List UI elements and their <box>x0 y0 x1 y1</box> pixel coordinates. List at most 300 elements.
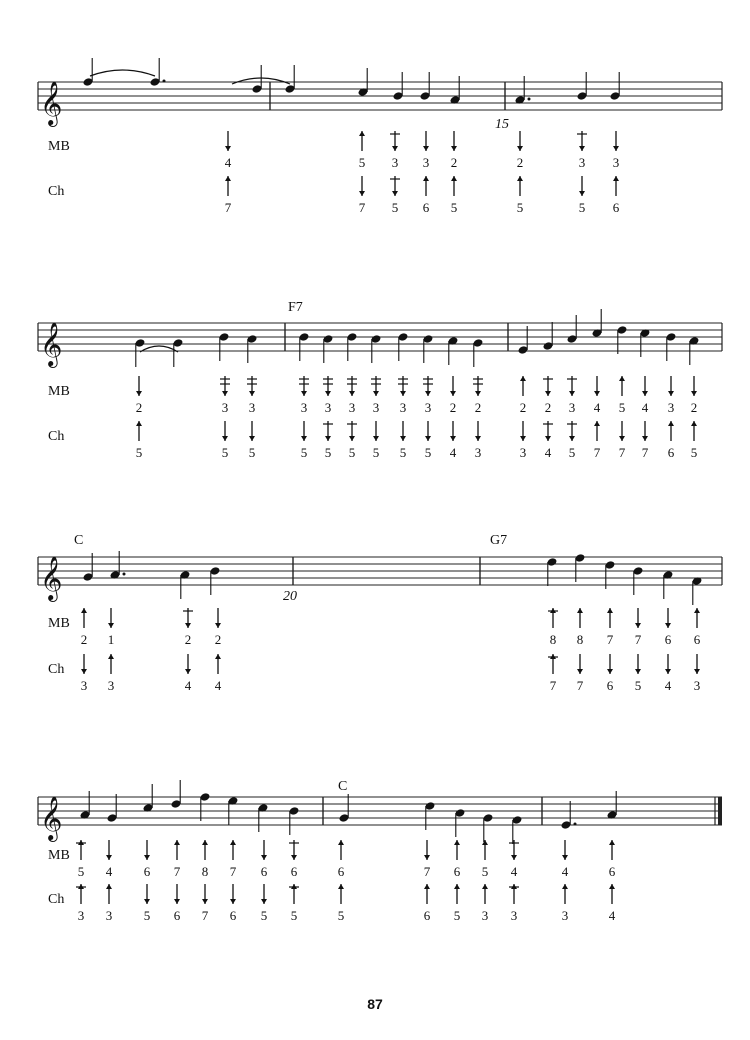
arrow-down-icon <box>594 391 600 396</box>
arrow-down-icon <box>215 623 221 628</box>
ch-tab-cell <box>249 421 256 460</box>
ch-tab-cell <box>475 421 482 460</box>
arrow-down-icon <box>400 391 406 396</box>
ch-tab-number: 6 <box>606 678 614 693</box>
mb-tab-cell <box>390 131 400 170</box>
ch-tab-number: 5 <box>399 445 407 460</box>
mb-tab-number: 6 <box>453 864 461 879</box>
ch-tab-number: 5 <box>290 908 298 923</box>
treble-clef-icon: 𝄞 <box>40 558 63 600</box>
arrow-up-icon <box>562 884 568 889</box>
mb-tab-cell <box>520 376 527 415</box>
treble-clef-icon: 𝄞 <box>40 798 63 840</box>
ch-tab-number: 4 <box>608 908 616 923</box>
arrow-up-icon <box>613 176 619 181</box>
ch-tab-number: 3 <box>510 908 518 923</box>
mb-tab-number: 3 <box>424 400 432 415</box>
row-label-ch: Ch <box>48 892 65 907</box>
ch-tab-cell <box>202 884 209 923</box>
arrow-down-icon <box>613 146 619 151</box>
dot <box>574 823 577 826</box>
ch-tab-number: 7 <box>641 445 649 460</box>
ch-tab-cell <box>425 421 432 460</box>
row-label-mb: MB <box>48 384 70 399</box>
ch-tab-number: 3 <box>80 678 88 693</box>
mb-tab-number: 3 <box>399 400 407 415</box>
ch-tab-number: 5 <box>348 445 356 460</box>
treble-clef-icon: 𝄞 <box>40 324 63 366</box>
ch-tab-cell <box>517 176 524 215</box>
ch-tab-cell <box>694 654 701 693</box>
mb-tab-number: 4 <box>105 864 113 879</box>
chord-symbol: G7 <box>490 533 508 548</box>
ch-tab-cell <box>301 421 308 460</box>
row-label-ch: Ch <box>48 429 65 444</box>
mb-tab-number: 5 <box>481 864 489 879</box>
ch-tab-number: 3 <box>105 908 113 923</box>
arrow-down-icon <box>301 436 307 441</box>
tie-slur <box>90 70 155 76</box>
row-label-mb: MB <box>48 616 70 631</box>
mb-tab-number: 6 <box>337 864 345 879</box>
mb-tab-number: 3 <box>612 155 620 170</box>
arrow-up-icon <box>619 376 625 381</box>
dot <box>163 80 166 83</box>
ch-tab-number: 5 <box>248 445 256 460</box>
mb-tab-cell <box>635 608 642 647</box>
ch-tab-cell <box>215 654 222 693</box>
arrow-down-icon <box>425 436 431 441</box>
arrow-down-icon <box>694 669 700 674</box>
arrow-up-icon <box>609 884 615 889</box>
mb-tab-cell <box>694 608 701 647</box>
arrow-down-icon <box>325 391 331 396</box>
mb-tab-cell <box>567 376 577 415</box>
mb-tab-cell <box>106 840 113 879</box>
ch-tab-number: 6 <box>422 200 430 215</box>
mb-tab-cell <box>261 840 268 879</box>
mb-tab-cell <box>642 376 649 415</box>
arrow-up-icon <box>81 608 87 613</box>
arrow-down-icon <box>642 436 648 441</box>
arrow-down-icon <box>174 899 180 904</box>
mb-tab-number: 8 <box>576 632 584 647</box>
arrow-down-icon <box>423 146 429 151</box>
mb-tab-number: 2 <box>184 632 192 647</box>
mb-tab-cell <box>450 376 457 415</box>
mb-tab-number: 1 <box>107 632 115 647</box>
mb-tab-number: 6 <box>693 632 701 647</box>
mb-tab-number: 3 <box>422 155 430 170</box>
mb-tab-number: 3 <box>667 400 675 415</box>
ch-tab-cell <box>424 884 431 923</box>
arrow-up-icon <box>338 840 344 845</box>
arrow-down-icon <box>144 855 150 860</box>
arrow-down-icon <box>520 436 526 441</box>
arrow-down-icon <box>108 623 114 628</box>
ch-tab-number: 7 <box>576 678 584 693</box>
arrow-up-icon <box>668 421 674 426</box>
page-number: 87 <box>367 996 383 1012</box>
ch-tab-number: 5 <box>450 200 458 215</box>
mb-tab-number: 3 <box>221 400 229 415</box>
ch-tab-number: 5 <box>568 445 576 460</box>
ch-tab-cell <box>635 654 642 693</box>
ch-tab-cell <box>373 421 380 460</box>
arrow-up-icon <box>609 840 615 845</box>
arrow-down-icon <box>249 391 255 396</box>
arrow-down-icon <box>185 623 191 628</box>
ch-tab-number: 5 <box>391 200 399 215</box>
ch-tab-cell <box>562 884 569 923</box>
mb-tab-cell <box>543 376 553 415</box>
mb-tab-number: 5 <box>77 864 85 879</box>
ch-tab-cell <box>174 884 181 923</box>
dot <box>123 573 126 576</box>
mb-tab-cell <box>562 840 569 879</box>
chord-symbol: F7 <box>288 300 303 315</box>
ch-tab-cell <box>338 884 345 923</box>
ch-tab-number: 5 <box>337 908 345 923</box>
ch-tab-cell <box>289 884 299 923</box>
mb-tab-cell <box>220 376 230 415</box>
arrow-up-icon <box>594 421 600 426</box>
arrow-down-icon <box>349 391 355 396</box>
arrow-down-icon <box>136 391 142 396</box>
arrow-down-icon <box>450 436 456 441</box>
arrow-down-icon <box>642 391 648 396</box>
ch-tab-number: 6 <box>173 908 181 923</box>
mb-tab-number: 6 <box>608 864 616 879</box>
ch-tab-number: 5 <box>578 200 586 215</box>
arrow-down-icon <box>475 391 481 396</box>
ch-tab-cell <box>144 884 151 923</box>
ch-tab-cell <box>642 421 649 460</box>
arrow-down-icon <box>106 855 112 860</box>
ch-tab-number: 5 <box>135 445 143 460</box>
mb-tab-cell <box>482 840 489 879</box>
arrow-down-icon <box>373 391 379 396</box>
mb-tab-number: 4 <box>224 155 232 170</box>
mb-tab-cell <box>338 840 345 879</box>
arrow-down-icon <box>450 391 456 396</box>
arrow-down-icon <box>545 391 551 396</box>
arrow-up-icon <box>359 131 365 136</box>
arrow-down-icon <box>222 391 228 396</box>
mb-tab-number: 3 <box>324 400 332 415</box>
mb-tab-number: 6 <box>143 864 151 879</box>
ch-tab-cell <box>577 654 584 693</box>
arrow-up-icon <box>424 884 430 889</box>
mb-tab-cell <box>665 608 672 647</box>
ch-tab-number: 7 <box>549 678 557 693</box>
ch-tab-number: 4 <box>214 678 222 693</box>
mb-tab-number: 2 <box>474 400 482 415</box>
ch-tab-cell <box>520 421 527 460</box>
arrow-up-icon <box>482 884 488 889</box>
ch-tab-cell <box>390 176 400 215</box>
arrow-down-icon <box>222 436 228 441</box>
ch-tab-cell <box>665 654 672 693</box>
mb-tab-number: 6 <box>260 864 268 879</box>
ch-tab-number: 5 <box>453 908 461 923</box>
ch-tab-number: 5 <box>143 908 151 923</box>
mb-tab-number: 3 <box>391 155 399 170</box>
arrow-down-icon <box>635 623 641 628</box>
arrow-down-icon <box>607 669 613 674</box>
mb-tab-number: 7 <box>606 632 614 647</box>
ch-tab-number: 6 <box>612 200 620 215</box>
arrow-up-icon <box>694 608 700 613</box>
arrow-down-icon <box>511 855 517 860</box>
ch-tab-number: 7 <box>224 200 232 215</box>
ch-tab-number: 4 <box>664 678 672 693</box>
mb-tab-cell <box>454 840 461 879</box>
arrow-up-icon <box>106 884 112 889</box>
arrow-up-icon <box>174 840 180 845</box>
arrow-down-icon <box>392 191 398 196</box>
ch-tab-cell <box>261 884 268 923</box>
mb-tab-cell <box>371 376 381 415</box>
arrow-up-icon <box>517 176 523 181</box>
row-label-ch: Ch <box>48 184 65 199</box>
ch-tab-number: 3 <box>519 445 527 460</box>
arrow-up-icon <box>108 654 114 659</box>
mb-tab-cell <box>577 608 584 647</box>
arrow-up-icon <box>451 176 457 181</box>
mb-tab-number: 8 <box>549 632 557 647</box>
ch-tab-number: 3 <box>693 678 701 693</box>
mb-tab-cell <box>668 376 675 415</box>
ch-tab-number: 6 <box>423 908 431 923</box>
system-4 <box>38 779 722 923</box>
system-3 <box>38 533 722 693</box>
measure-number: 15 <box>495 117 509 132</box>
ch-tab-number: 4 <box>184 678 192 693</box>
mb-tab-cell <box>136 376 143 415</box>
arrow-up-icon <box>520 376 526 381</box>
ch-tab-cell <box>423 176 430 215</box>
mb-tab-number: 3 <box>300 400 308 415</box>
ch-tab-cell <box>691 421 698 460</box>
mb-tab-cell <box>225 131 232 170</box>
mb-tab-cell <box>577 131 587 170</box>
arrow-down-icon <box>569 436 575 441</box>
arrow-down-icon <box>301 391 307 396</box>
arrow-down-icon <box>545 436 551 441</box>
ch-tab-number: 7 <box>593 445 601 460</box>
ch-tab-number: 5 <box>424 445 432 460</box>
ch-tab-number: 3 <box>107 678 115 693</box>
ch-tab-number: 5 <box>300 445 308 460</box>
row-label-ch: Ch <box>48 662 65 677</box>
chord-symbol: C <box>338 779 348 794</box>
mb-tab-cell <box>451 131 458 170</box>
arrow-down-icon <box>665 669 671 674</box>
mb-tab-cell <box>183 608 193 647</box>
ch-tab-number: 7 <box>201 908 209 923</box>
arrow-down-icon <box>249 436 255 441</box>
ch-tab-cell <box>451 176 458 215</box>
ch-tab-number: 3 <box>77 908 85 923</box>
ch-tab-cell <box>400 421 407 460</box>
arrow-down-icon <box>349 436 355 441</box>
mb-tab-cell <box>509 840 519 879</box>
mb-tab-cell <box>607 608 614 647</box>
ch-tab-number: 6 <box>229 908 237 923</box>
arrow-down-icon <box>261 899 267 904</box>
mb-tab-cell <box>548 608 558 647</box>
arrow-down-icon <box>579 191 585 196</box>
ch-tab-number: 4 <box>544 445 552 460</box>
mb-tab-number: 6 <box>290 864 298 879</box>
mb-tab-number: 3 <box>568 400 576 415</box>
mb-tab-cell <box>619 376 626 415</box>
mb-tab-number: 4 <box>561 864 569 879</box>
ch-tab-cell <box>607 654 614 693</box>
ch-tab-number: 6 <box>667 445 675 460</box>
arrow-down-icon <box>144 899 150 904</box>
system-2 <box>38 300 722 460</box>
mb-tab-cell <box>215 608 222 647</box>
mb-tab-number: 5 <box>618 400 626 415</box>
mb-tab-cell <box>691 376 698 415</box>
ch-tab-number: 4 <box>449 445 457 460</box>
row-label-mb: MB <box>48 848 70 863</box>
arrow-up-icon <box>454 840 460 845</box>
ch-tab-number: 3 <box>474 445 482 460</box>
ch-tab-cell <box>454 884 461 923</box>
mb-tab-cell <box>398 376 408 415</box>
arrow-up-icon <box>691 421 697 426</box>
arrow-down-icon <box>230 899 236 904</box>
mb-tab-cell <box>517 131 524 170</box>
mb-tab-cell <box>247 376 257 415</box>
arrow-down-icon <box>517 146 523 151</box>
arrow-up-icon <box>230 840 236 845</box>
chord-symbol: C <box>74 533 84 548</box>
ch-tab-cell <box>359 176 366 215</box>
ch-tab-number: 5 <box>516 200 524 215</box>
arrow-down-icon <box>635 669 641 674</box>
arrow-up-icon <box>454 884 460 889</box>
ch-tab-number: 5 <box>372 445 380 460</box>
arrow-down-icon <box>475 436 481 441</box>
mb-tab-number: 3 <box>348 400 356 415</box>
mb-tab-cell <box>81 608 88 647</box>
mb-tab-cell <box>289 840 299 879</box>
mb-tab-cell <box>359 131 366 170</box>
arrow-down-icon <box>400 436 406 441</box>
ch-tab-cell <box>185 654 192 693</box>
arrow-down-icon <box>425 391 431 396</box>
ch-tab-cell <box>222 421 229 460</box>
mb-tab-number: 5 <box>358 155 366 170</box>
ch-tab-cell <box>482 884 489 923</box>
mb-tab-number: 2 <box>214 632 222 647</box>
mb-tab-cell <box>323 376 333 415</box>
ch-tab-cell <box>509 884 519 923</box>
arrow-up-icon <box>607 608 613 613</box>
ch-tab-cell <box>594 421 601 460</box>
row-label-mb: MB <box>48 139 70 154</box>
arrow-up-icon <box>202 840 208 845</box>
mb-tab-cell <box>424 840 431 879</box>
ch-tab-cell <box>543 421 553 460</box>
arrow-down-icon <box>665 623 671 628</box>
arrow-up-icon <box>577 608 583 613</box>
arrow-up-icon <box>338 884 344 889</box>
ch-tab-cell <box>106 884 113 923</box>
arrow-down-icon <box>325 436 331 441</box>
mb-tab-number: 2 <box>519 400 527 415</box>
ch-tab-number: 5 <box>690 445 698 460</box>
arrow-down-icon <box>359 191 365 196</box>
ch-tab-number: 3 <box>481 908 489 923</box>
arrow-down-icon <box>619 436 625 441</box>
ch-tab-cell <box>230 884 237 923</box>
ch-tab-number: 7 <box>618 445 626 460</box>
mb-tab-number: 2 <box>690 400 698 415</box>
arrow-down-icon <box>81 669 87 674</box>
ch-tab-cell <box>567 421 577 460</box>
mb-tab-number: 7 <box>423 864 431 879</box>
ch-tab-cell <box>450 421 457 460</box>
mb-tab-cell <box>144 840 151 879</box>
arrow-up-icon <box>215 654 221 659</box>
mb-tab-number: 3 <box>248 400 256 415</box>
mb-tab-cell <box>423 131 430 170</box>
mb-tab-number: 2 <box>80 632 88 647</box>
system-1 <box>38 58 722 215</box>
arrow-down-icon <box>577 669 583 674</box>
mb-tab-number: 4 <box>593 400 601 415</box>
arrow-down-icon <box>392 146 398 151</box>
ch-tab-cell <box>668 421 675 460</box>
mb-tab-number: 3 <box>578 155 586 170</box>
arrow-up-icon <box>136 421 142 426</box>
ch-tab-cell <box>347 421 357 460</box>
mb-tab-cell <box>609 840 616 879</box>
arrow-down-icon <box>185 669 191 674</box>
ch-tab-number: 7 <box>358 200 366 215</box>
ch-tab-number: 5 <box>324 445 332 460</box>
arrow-down-icon <box>562 855 568 860</box>
mb-tab-cell <box>108 608 115 647</box>
ch-tab-cell <box>609 884 616 923</box>
mb-tab-cell <box>613 131 620 170</box>
mb-tab-cell <box>299 376 309 415</box>
dot <box>528 98 531 101</box>
arrow-down-icon <box>668 391 674 396</box>
mb-tab-number: 6 <box>664 632 672 647</box>
ch-tab-cell <box>225 176 232 215</box>
ch-tab-number: 5 <box>221 445 229 460</box>
arrow-down-icon <box>291 855 297 860</box>
mb-tab-number: 2 <box>449 400 457 415</box>
arrow-up-icon <box>423 176 429 181</box>
mb-tab-number: 4 <box>510 864 518 879</box>
mb-tab-number: 4 <box>641 400 649 415</box>
ch-tab-cell <box>548 654 558 693</box>
ch-tab-cell <box>76 884 86 923</box>
arrow-down-icon <box>225 146 231 151</box>
measure-number: 20 <box>283 589 297 604</box>
ch-tab-cell <box>579 176 586 215</box>
arrow-down-icon <box>202 899 208 904</box>
mb-tab-cell <box>347 376 357 415</box>
ch-tab-number: 5 <box>634 678 642 693</box>
